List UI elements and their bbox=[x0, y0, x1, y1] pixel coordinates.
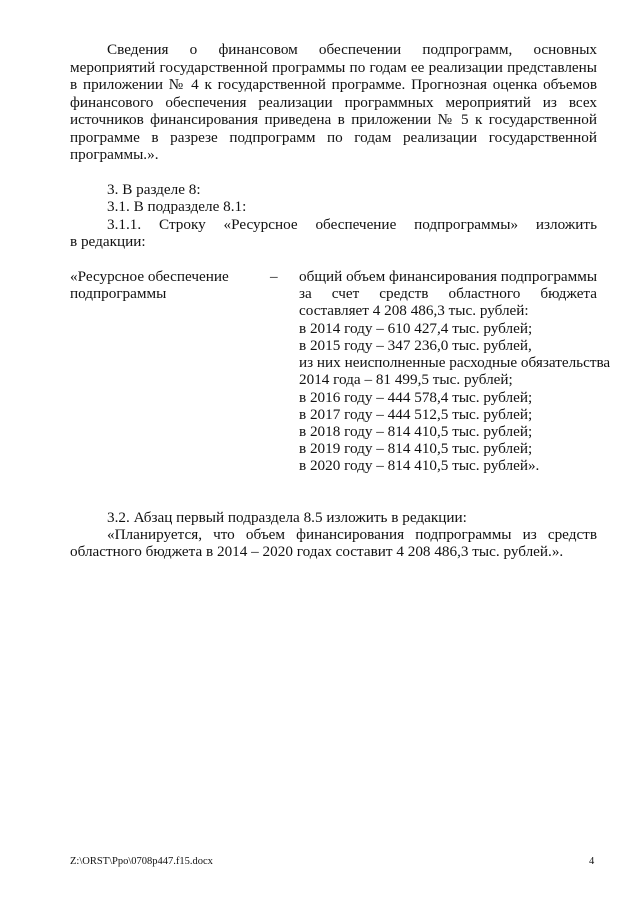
resource-dash: – bbox=[270, 268, 278, 285]
section-3-1-1-text: 3.1.1. Строку «Ресурсное обеспечение подпрограммы» изложить bbox=[107, 216, 597, 233]
resource-value-line: в 2018 году – 814 410,5 тыс. рублей; bbox=[299, 423, 533, 440]
intro-line: Сведения о финансовом обеспечении подпрограмм, основных bbox=[107, 41, 597, 58]
resource-value-line: 2014 года – 81 499,5 тыс. рублей; bbox=[299, 371, 513, 388]
resource-value-line: в 2015 году – 347 236,0 тыс. рублей, bbox=[299, 337, 532, 354]
intro-line: финансового обеспечения реализации программных мероприятий из всех bbox=[70, 94, 597, 111]
section-3-1-heading: 3.1. В подразделе 8.1: bbox=[107, 198, 247, 215]
footer-file-path: Z:\ORST\Ppo\0708p447.f15.docx bbox=[70, 856, 213, 867]
section-3-2-heading: 3.2. Абзац первый подраздела 8.5 изложить в редакции: bbox=[107, 509, 467, 526]
section-3-1-1-text-cont: в редакции: bbox=[70, 233, 146, 250]
resource-value-line: в 2014 году – 610 427,4 тыс. рублей; bbox=[299, 320, 533, 337]
intro-line: программе в разрезе подпрограмм по годам реализации государственной bbox=[70, 129, 597, 146]
resource-value-line: в 2017 году – 444 512,5 тыс. рублей; bbox=[299, 406, 533, 423]
resource-label: подпрограммы bbox=[70, 285, 167, 302]
intro-line: источников финансирования приведена в приложении № 5 к государственной bbox=[70, 111, 597, 128]
resource-value-line: в 2020 году – 814 410,5 тыс. рублей». bbox=[299, 457, 540, 474]
resource-value-line: в 2016 году – 444 578,4 тыс. рублей; bbox=[299, 389, 533, 406]
page-number: 4 bbox=[589, 856, 595, 867]
intro-line: программы.». bbox=[70, 146, 159, 163]
resource-value-line: составляет 4 208 486,3 тыс. рублей: bbox=[299, 302, 529, 319]
intro-line: в приложении № 4 к государственной программе. Прогнозная оценка объемов bbox=[70, 76, 597, 93]
resource-value-line: в 2019 году – 814 410,5 тыс. рублей; bbox=[299, 440, 533, 457]
resource-value-line: общий объем финансирования подпрограммы bbox=[299, 268, 598, 285]
section-3-heading: 3. В разделе 8: bbox=[107, 181, 201, 198]
intro-line: мероприятий государственной программы по годам ее реализации представлены bbox=[70, 59, 597, 76]
resource-label: «Ресурсное обеспечение bbox=[70, 268, 229, 285]
resource-value-line: из них неисполненные расходные обязательства bbox=[299, 354, 611, 371]
resource-value-line: за счет средств областного бюджета bbox=[299, 285, 597, 302]
section-3-2-text-cont: областного бюджета в 2014 – 2020 годах составит 4 208 486,3 тыс. рублей.». bbox=[70, 543, 564, 560]
section-3-2-text: «Планируется, что объем финансирования подпрограммы из средств bbox=[107, 526, 597, 543]
